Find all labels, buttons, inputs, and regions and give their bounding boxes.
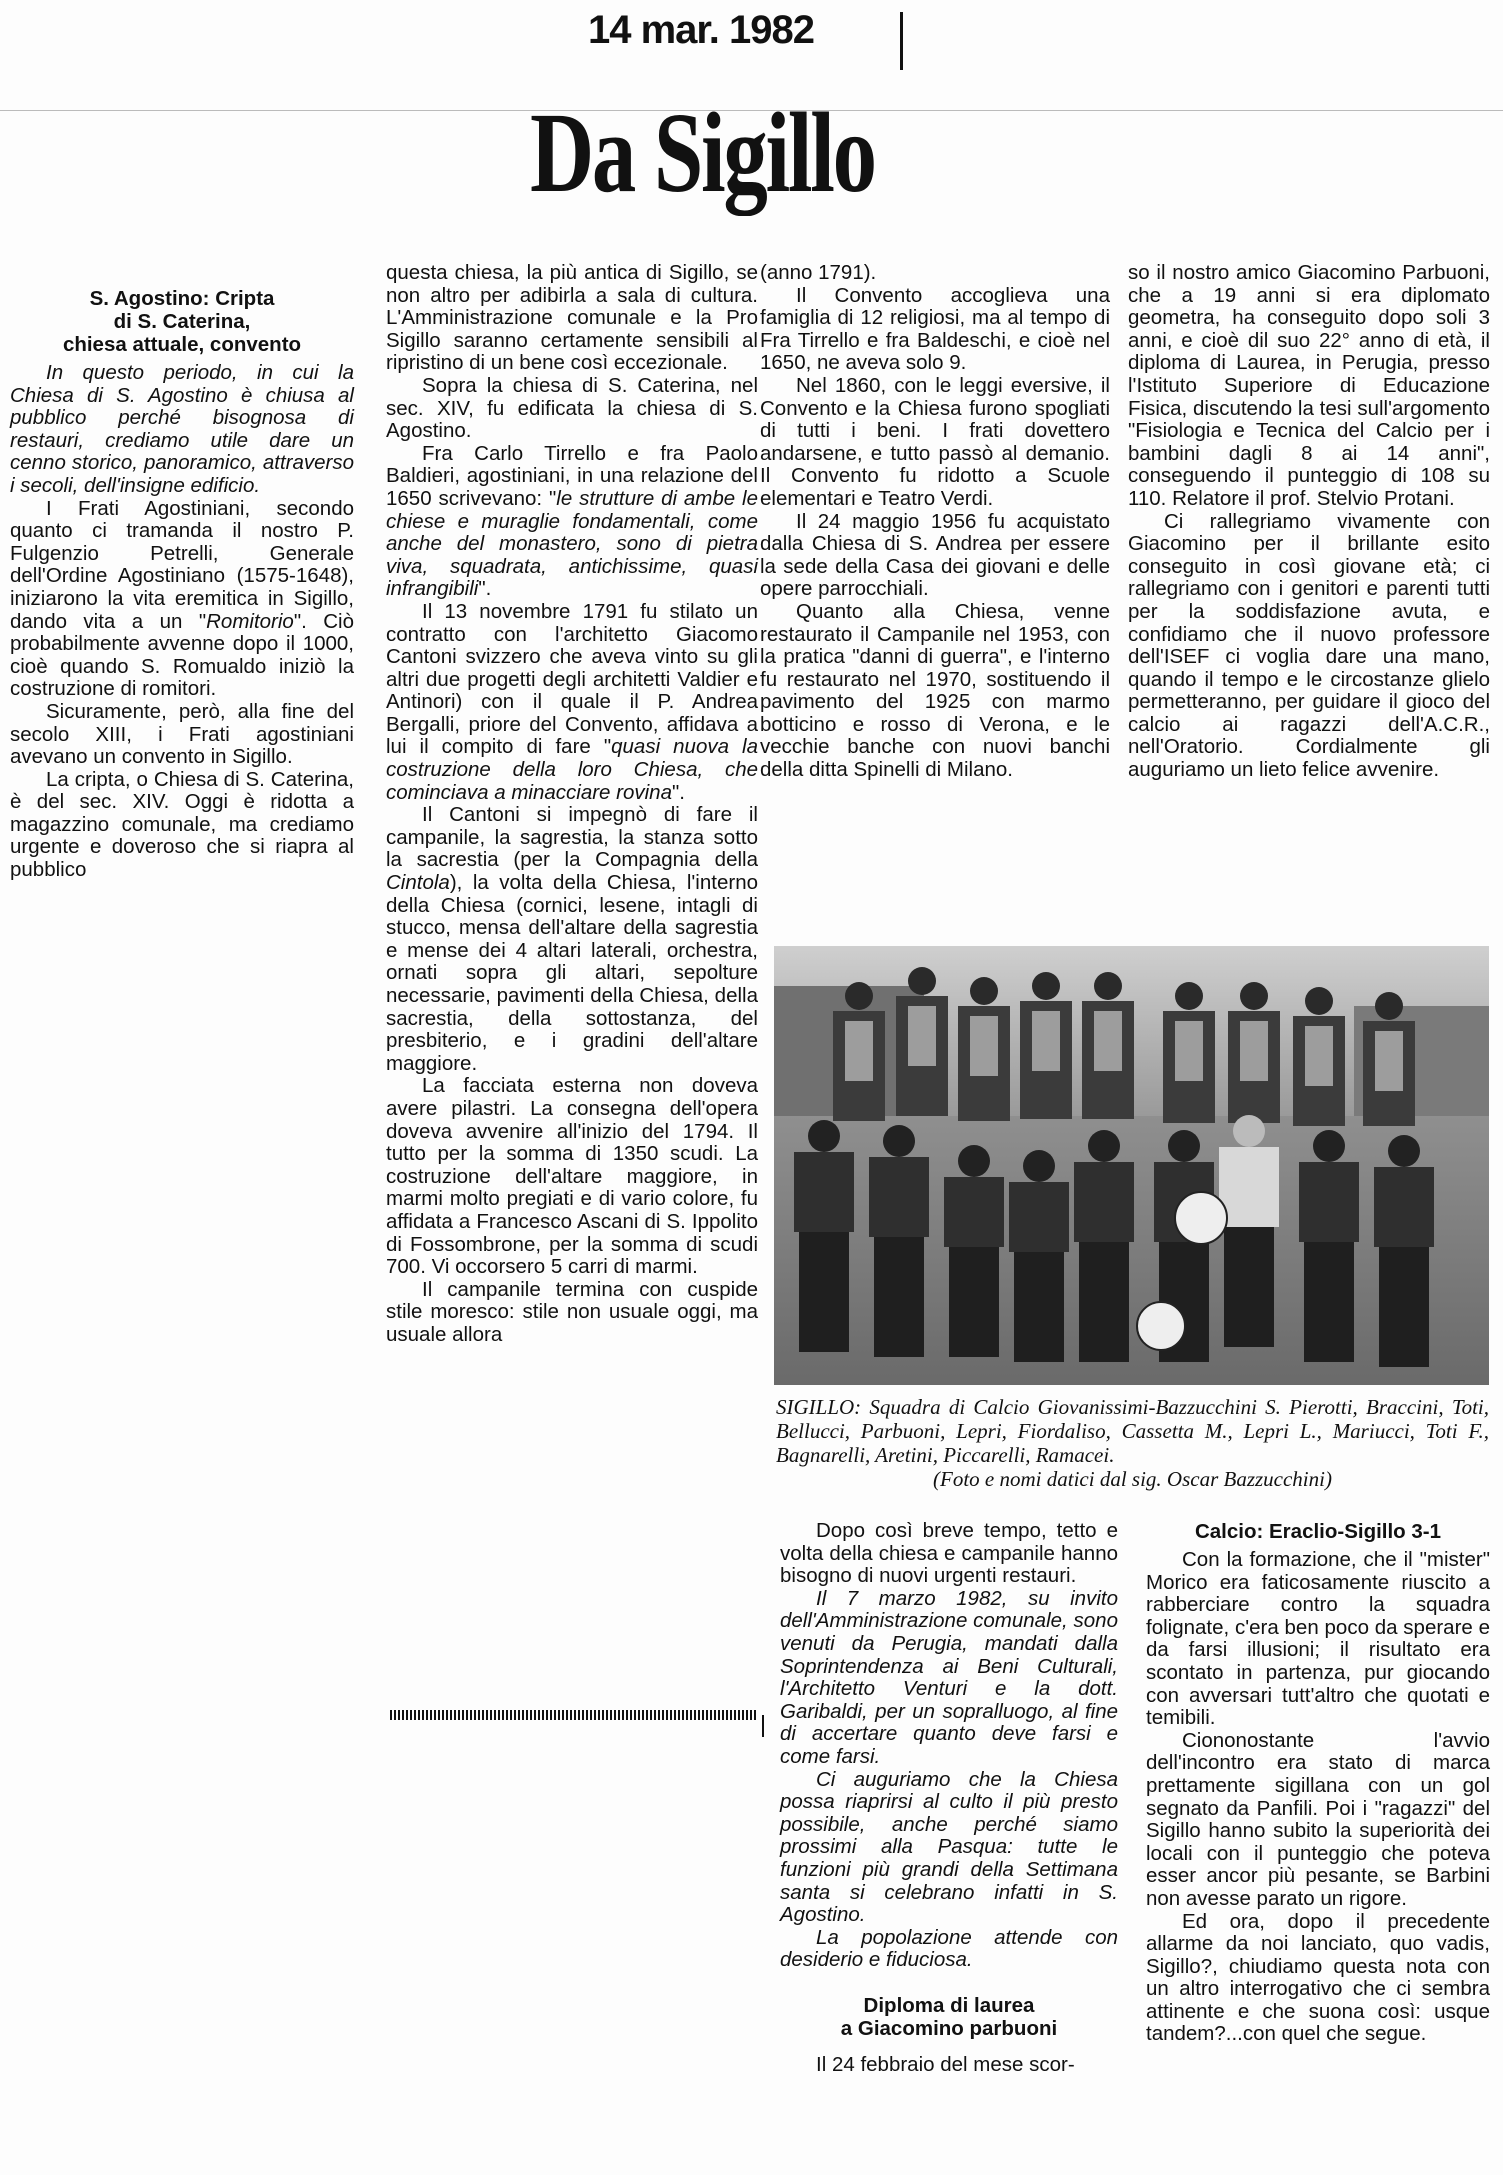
paragraph: La facciata esterna non doveva avere pilastri. La consegna dell'opera doveva avvenire all'inizio del 1794. Il tutto per la somma di 1350 scudi. La costruzione dell'altare maggiore, in marmi molto pregiati e di vario colore, fu affidata a Francesco Ascani di S. Ippolito di Fossombrone, per la somma di scudi 700. Vi occorsero 5 carri di marmi. <box>386 1074 758 1279</box>
paragraph: Sicuramente, però, alla fine del secolo XIII, i Frati agostiniani avevano un convento in Sigillo. <box>10 699 354 769</box>
paragraph: Nel 1860, con le leggi eversive, il Convento e la Chiesa furono spogliati di tutti i beni. I frati dovettero andarsene, e tutto passò al demanio. Il Convento fu ridotto a Scuole elementari e Teatro Verdi. <box>760 373 1110 510</box>
intro-paragraph: In questo periodo, in cui la Chiesa di S. Agostino è chiusa al pubblico perché bisognosa di restauri, crediamo utile dare un cenno storico, panoramico, attraverso i secoli, dell'insigne edificio. <box>10 361 354 497</box>
section-heading-calcio: Calcio: Eraclio-Sigillo 3-1 <box>1194 1520 1442 1543</box>
column-3 <box>760 262 1110 782</box>
section-heading-diploma: Diploma di laurea a Giacomino parbuoni <box>840 1993 1058 2040</box>
paragraph: Il Convento accoglieva una famiglia di 12 religiosi, ma al tempo di Fra Tirrello e fra Baldeschi, e cioè nel 1650, ne aveva solo 9. <box>760 283 1110 375</box>
paragraph: Ciononostante l'avvio dell'incontro era stato di marca prettamente sigillana con un gol segnato da Panfili. Poi i "ragazzi" del Sigillo hanno subito la superiorità dei locali con il punteggio che poteva esser ancor più pesante, se Barbini non avesse parato un rigore. <box>1146 1728 1490 1910</box>
team-photo-image <box>774 946 1489 1385</box>
column-6 <box>1146 1520 1490 2046</box>
paragraph: La popolazione attende con desiderio e fiduciosa. <box>780 1925 1118 1972</box>
paragraph: Il 7 marzo 1982, su invito dell'Amministrazione comunale, sono venuti da Perugia, mandati dalla Soprintendenza ai Beni Culturali, l'Architetto Venturi e la dott. Garibaldi, per un sopralluogo, al fine di accertare quanto deve farsi e come farsi. <box>780 1586 1118 1768</box>
paragraph: so il nostro amico Giacomino Parbuoni, che a 19 anni si era diplomato geometra, ha conseguito dopo soli 3 anni, e cioè dil suo 22° anno di età, il diploma di Laurea, in Perugia, presso l'Istituto Superiore di Educazione Fisica, discutendo la tesi sull'argomento "Fisiologia e Tecnica del Calcio per i bambini dagli 8 ai 14 anni", conseguendo il punteggio di 108 su 110. Relatore il prof. Stelvio Protani. <box>1128 261 1490 510</box>
paragraph: Ci auguriamo che la Chiesa possa riaprirsi al culto il più presto possibile, anche perché siamo prossimi alla Pasqua: tutte le funzioni più grandi della Settimana santa si celebrano infatti in S. Agostino. <box>780 1767 1118 1927</box>
paragraph: Il 24 maggio 1956 fu acquistato dalla Chiesa di S. Andrea per essere la sede della Casa dei giovani e delle opere parrocchiali. <box>760 509 1110 601</box>
paragraph: Sopra la chiesa di S. Caterina, nel sec. XIV, fu edificata la chiesa di S. Agostino. <box>386 373 758 443</box>
column-5 <box>780 1520 1118 2076</box>
paragraph: Con la formazione, che il "mister" Morico era faticosamente riuscito a rabberciare contro la squadra folignate, c'era ben poco da sperare e da farsi illusioni; il risultato era scontato in partenza, pur giocando con avversari tutt'altro che quotati e temibili. <box>1146 1548 1490 1730</box>
team-photo <box>774 946 1489 1385</box>
margin-bracket <box>762 1715 764 1737</box>
paragraph: Il 24 febbraio del mese scor- <box>816 2052 1075 2076</box>
paragraph: Ci rallegriamo vivamente con Giacomino per il brillante esito conseguito in così giovane età; ci rallegriamo con i genitori e parenti tutti per la soddisfazione avuta, e confidiamo che il nuovo professore dell'ISEF ci voglia dare una mano, quando il tempo e le circostanze glielo permetteranno, per guidare il gioco del calcio ai ragazzi dell'A.C.R., nell'Oratorio. Cordialmente gli auguriamo un lieto felice avvenire. <box>1128 509 1490 782</box>
paragraph: Dopo così breve tempo, tetto e volta della chiesa e campanile hanno bisogno di nuovi urgenti restauri. <box>780 1519 1118 1588</box>
masthead-title: Da Sigillo <box>530 89 875 216</box>
paragraph: Fra Carlo Tirrello e fra Paolo Baldieri, agostiniani, in una relazione del 1650 scrivevano: "le strutture di ambe le chiese e muraglie fondamentali, come anche del monastero, sono di pietra viva, squadrata, antichissime, quasi infrangibili". <box>386 441 758 601</box>
paragraph: Ed ora, dopo il precedente allarme da noi lanciato, quo vadis, Sigillo?, chiudiamo questa nota con un altro interrogativo che ci sembra attinente e che suona così: usque tandem?...con quel che segue. <box>1146 1909 1490 2046</box>
column-separator <box>390 1710 756 1720</box>
paragraph: Il Cantoni si impegnò di fare il campanile, la sagrestia, la stanza sotto la sacrestia (per la Compagnia della Cintola), la volta della Chiesa, l'interno della Chiesa (cornici, lesene, intagli di stucco, mensa dell'altare della sagrestia e mense dei 4 altari laterali, orchestra, ornati sopra gli altari, sepolture necessarie, pavimenti della Chiesa, della sacrestia, della sottostanza, del presbiterio, e i gradini dell'altare maggiore. <box>386 803 758 1075</box>
section-heading-cripta: S. Agostino: Cripta di S. Caterina, chiesa attuale, convento <box>62 287 302 356</box>
paragraph: La cripta, o Chiesa di S. Caterina, è del sec. XIV. Oggi è ridotta a magazzino comunale, ma crediamo urgente e doveroso che si riapra al pubblico <box>10 767 354 882</box>
photo-caption <box>776 1395 1489 1491</box>
paragraph: Quanto alla Chiesa, venne restaurato il Campanile nel 1953, con la pratica "danni di guerra", e l'interno fu restaurato nel 1970, sostituendo il pavimento del 1925 con marmo botticino e rosso di Verona, e le vecchie banche con nuovi banchi della ditta Spinelli di Milano. <box>760 599 1110 782</box>
paragraph: I Frati Agostiniani, secondo quanto ci tramanda il nostro P. Fulgenzio Petrelli, Generale dell'Ordine Agostiniano (1575-1648), iniziarono la vita eremitica in Sigillo, dando vita a un "Romitorio". Ciò probabilmente avvenne dopo il 1000, cioè quando S. Romualdo iniziò la costruzione di romitori. <box>10 496 354 701</box>
column-2 <box>386 262 758 1347</box>
column-4 <box>1128 262 1490 782</box>
column-1 <box>10 287 354 882</box>
date-divider <box>900 12 903 70</box>
caption-text: SIGILLO: Squadra di Calcio Giovanissimi-Bazzucchini S. Pierotti, Braccini, Toti, Bellucci, Parbuoni, Lepri, Fiordaliso, Cassetta M., Lepri L., Mariucci, Toti F., Bagnarelli, Aretini, Piccarelli, Ramacei. <box>776 1395 1489 1467</box>
date-stamp: 14 mar. 1982 <box>588 8 814 52</box>
paragraph: questa chiesa, la più antica di Sigillo, se non altro per adibirla a sala di cultura. L'Amministrazione comunale e la Pro Sigillo saranno certamente sensibili al ripristino di un bene così eccezionale. <box>386 261 758 375</box>
paragraph: Il campanile termina con cuspide stile moresco: stile non usuale oggi, ma usuale allora <box>386 1277 758 1346</box>
paragraph: (anno 1791). <box>760 261 877 284</box>
caption-credit: (Foto e nomi datici dal sig. Oscar Bazzucchini) <box>933 1467 1332 1491</box>
paragraph: Il 13 novembre 1791 fu stilato un contratto con l'architetto Giacomo Cantoni svizzero che aveva vinto su gli altri due progetti degli architetti Valdier e Antinori) con il quale il P. Andrea Bergalli, priore del Convento, affidava a lui il compito di fare "quasi nuova la costruzione della loro Chiesa, che cominciava a minacciare rovina". <box>386 599 758 804</box>
